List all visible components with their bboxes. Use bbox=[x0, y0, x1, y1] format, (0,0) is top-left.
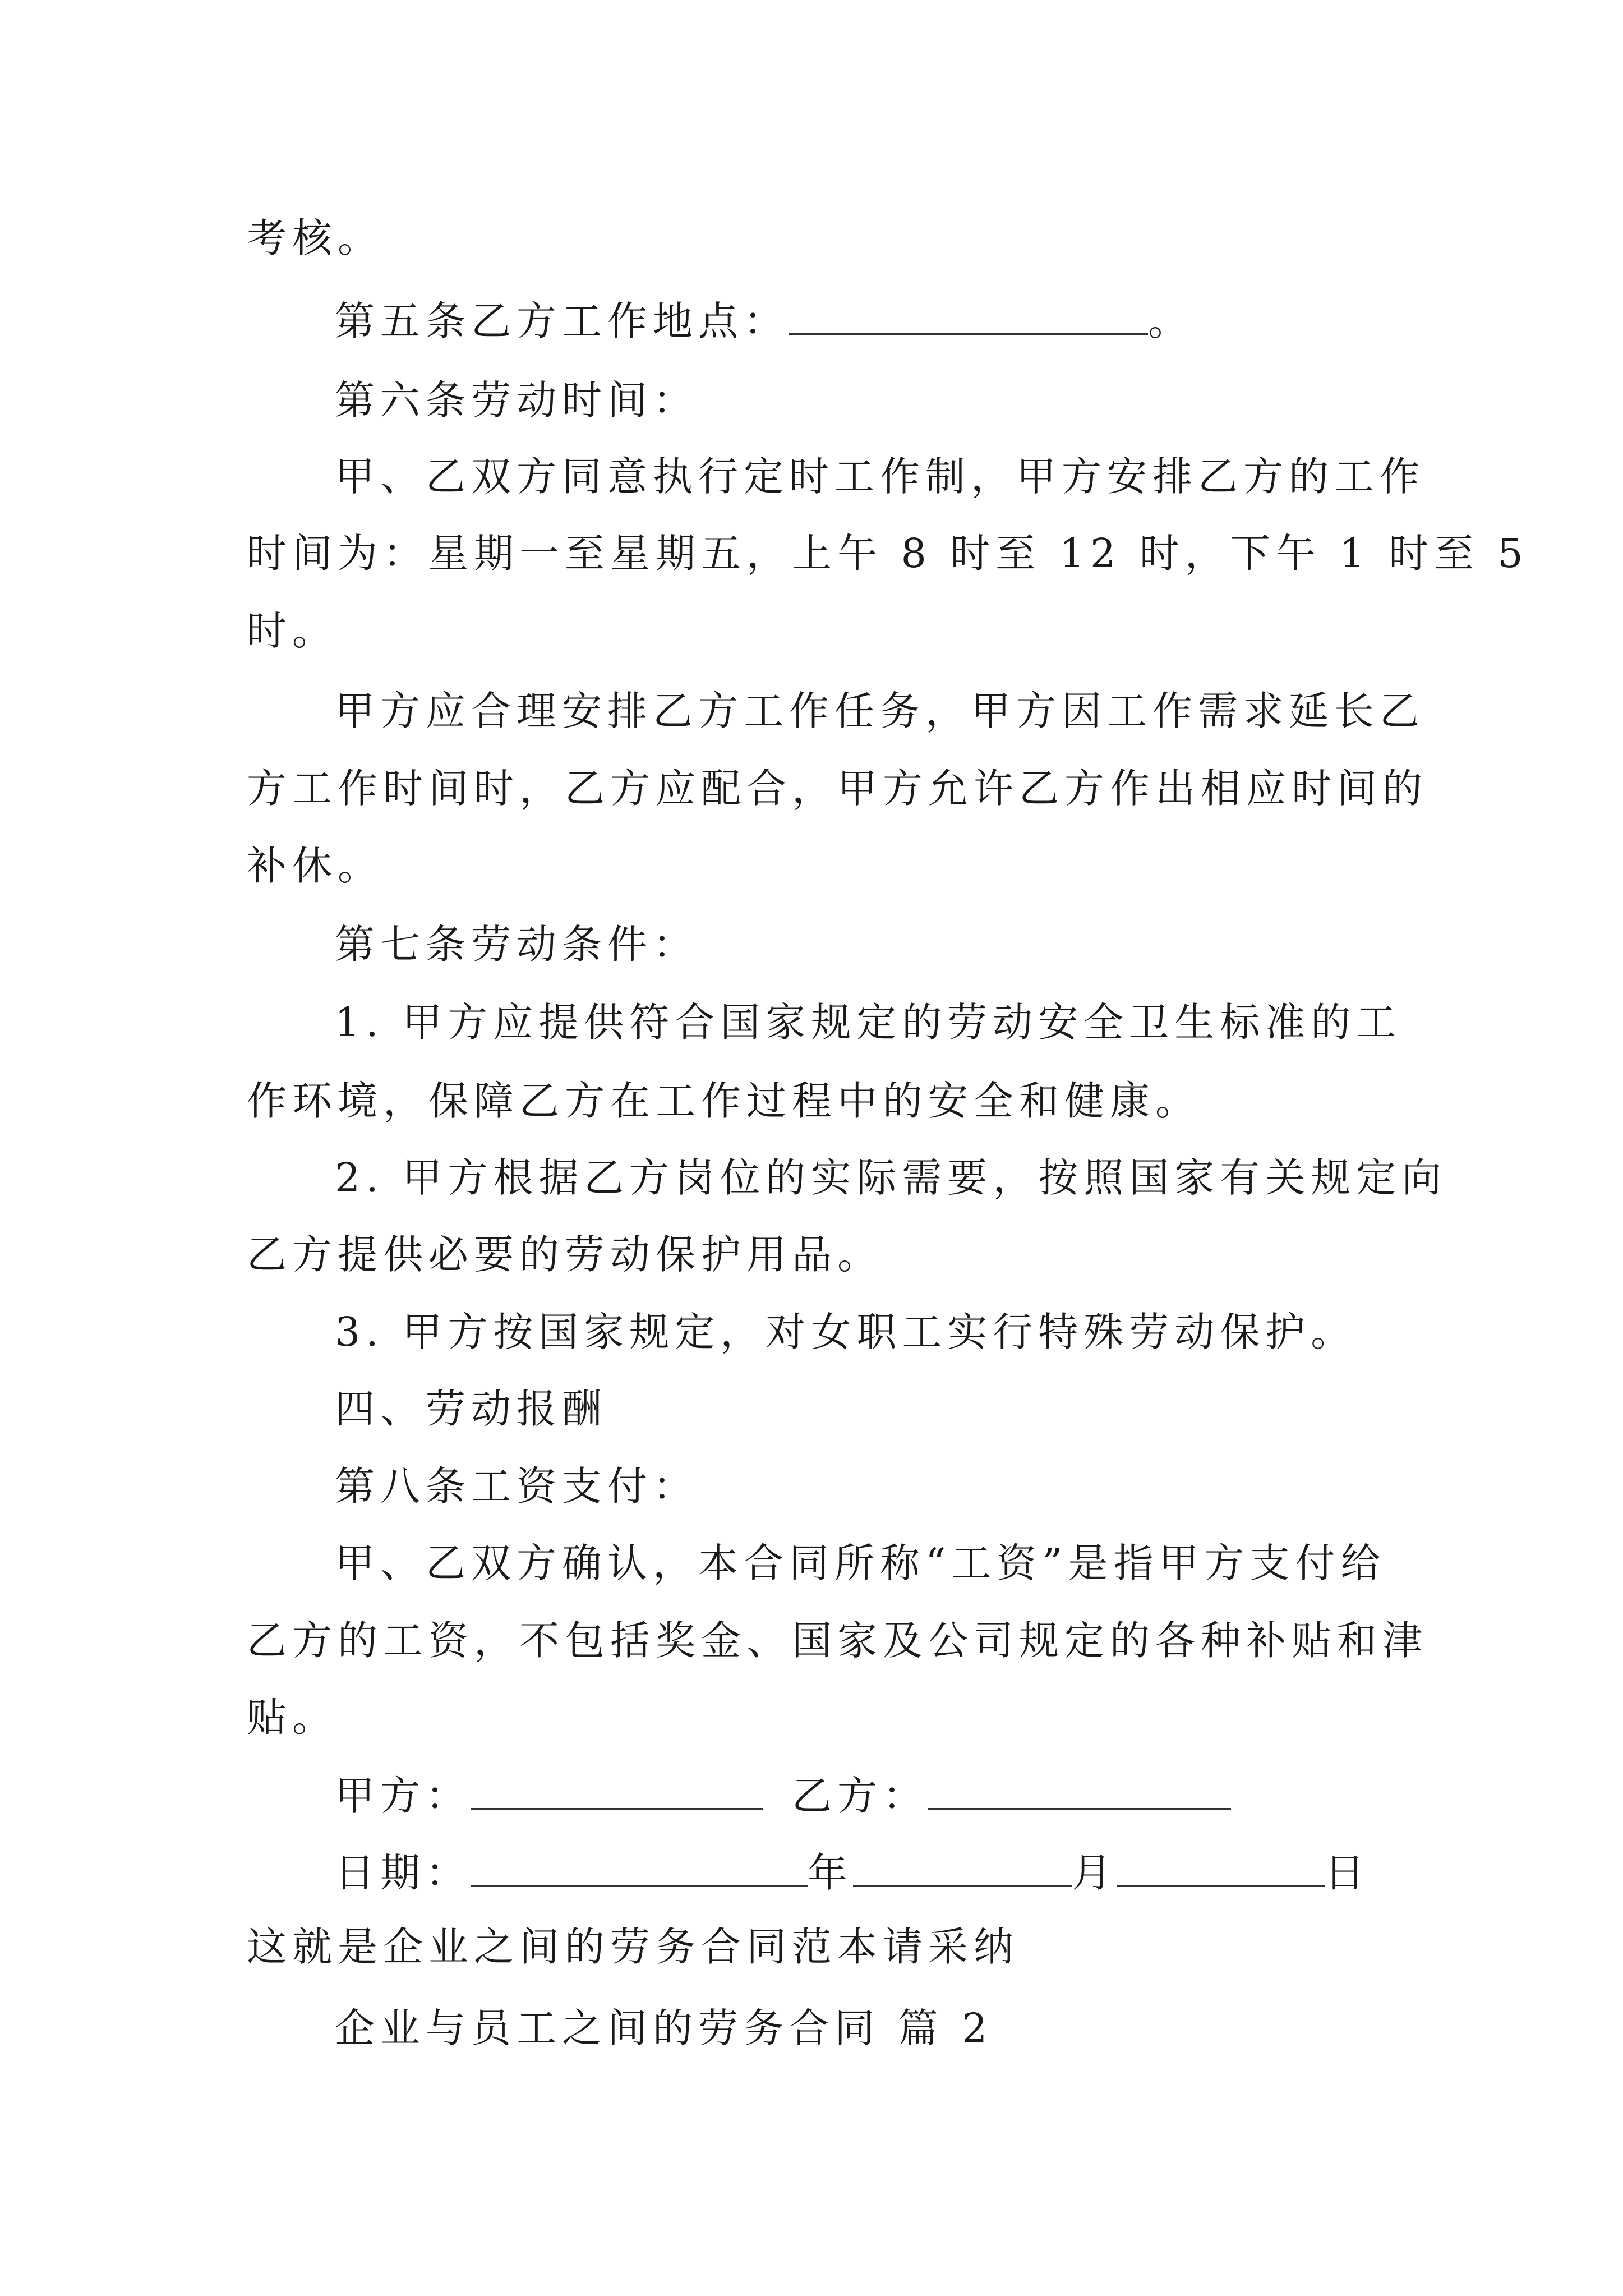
text-line: 甲、乙双方确认，本合同所称“工资”是指甲方支付给 bbox=[335, 1540, 1386, 1586]
text-line: 这就是企业之间的劳务合同范本请采纳 bbox=[247, 1924, 1020, 1970]
text-line: 作环境，保障乙方在工作过程中的安全和健康。 bbox=[247, 1078, 1201, 1124]
party-b-label: 乙方： bbox=[792, 1773, 929, 1819]
party-a-blank bbox=[471, 1773, 763, 1810]
text-line: 甲方应合理安排乙方工作任务，甲方因工作需求延长乙 bbox=[335, 688, 1426, 734]
month-label: 月 bbox=[1072, 1849, 1118, 1896]
text-line: 乙方的工资，不包括奖金、国家及公司规定的各种补贴和津 bbox=[247, 1617, 1428, 1664]
text-line: 时。 bbox=[247, 608, 338, 654]
clause-5-end: 。 bbox=[1148, 298, 1194, 344]
text-line: 甲、乙双方同意执行定时工作制，甲方安排乙方的工作 bbox=[335, 453, 1426, 500]
text-line: 时间为：星期一至星期五，上午 8 时至 12 时，下午 1 时至 5 bbox=[247, 530, 1529, 577]
text-line: 1. 甲方应提供符合国家规定的劳动安全卫生标准的工 bbox=[335, 999, 1402, 1046]
clause-8-heading: 第八条工资支付： bbox=[335, 1463, 699, 1510]
date-label: 日期： bbox=[335, 1849, 472, 1896]
text-line: 补休。 bbox=[247, 843, 384, 889]
party-b-blank bbox=[928, 1773, 1231, 1810]
text-line: 3. 甲方按国家规定，对女职工实行特殊劳动保护。 bbox=[335, 1309, 1357, 1355]
text-line: 2. 甲方根据乙方岗位的实际需要，按照国家有关规定向 bbox=[335, 1154, 1447, 1201]
year-blank bbox=[471, 1850, 808, 1887]
text-line: 贴。 bbox=[247, 1694, 338, 1741]
clause-6-heading: 第六条劳动时间： bbox=[335, 377, 699, 424]
text-line: 考核。 bbox=[247, 215, 384, 261]
party-a-label: 甲方： bbox=[335, 1773, 472, 1819]
day-label: 日 bbox=[1325, 1849, 1371, 1896]
clause-5-line bbox=[335, 293, 1193, 349]
text-line: 乙方提供必要的劳动保护用品。 bbox=[247, 1231, 883, 1278]
work-location-blank bbox=[789, 298, 1148, 335]
section-title: 企业与员工之间的劳务合同 篇 2 bbox=[335, 2005, 993, 2051]
year-label: 年 bbox=[808, 1849, 854, 1896]
clause-7-heading: 第七条劳动条件： bbox=[335, 921, 699, 968]
clause-5-label: 第五条乙方工作地点： bbox=[335, 298, 790, 344]
date-line bbox=[335, 1845, 1370, 1901]
month-blank bbox=[853, 1850, 1072, 1887]
text-line: 方工作时间时，乙方应配合，甲方允许乙方作出相应时间的 bbox=[247, 765, 1428, 812]
day-blank bbox=[1117, 1850, 1325, 1887]
signature-line bbox=[335, 1768, 1231, 1824]
section-4-heading: 四、劳动报酬 bbox=[335, 1386, 608, 1432]
